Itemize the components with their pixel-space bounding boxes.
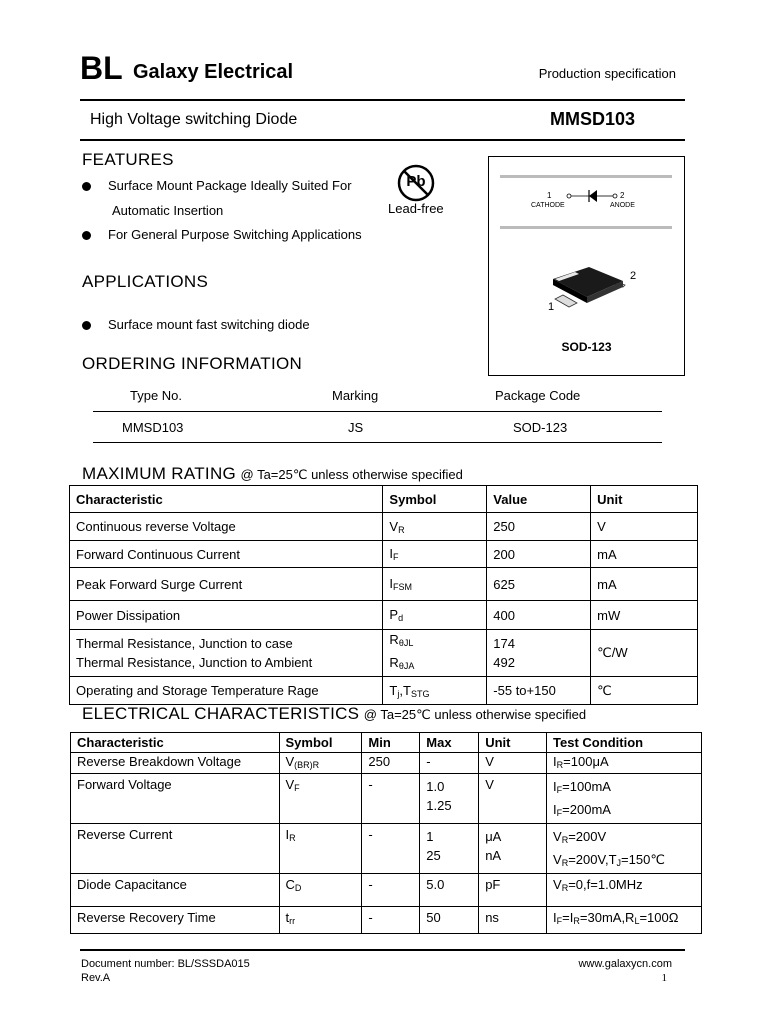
table-row <box>71 824 702 874</box>
bullet-icon <box>82 182 91 191</box>
table-header-row <box>70 486 698 513</box>
table-row <box>70 677 698 705</box>
table-row <box>71 753 702 774</box>
characteristic-cell: Diode Capacitance <box>71 874 280 907</box>
min-cell: - <box>362 774 420 824</box>
characteristic-cell: Reverse Current <box>71 824 280 874</box>
max-cell: 50 <box>420 907 479 934</box>
pin1-label: CATHODE <box>531 202 565 209</box>
application-item: Surface mount fast switching diode <box>108 317 310 332</box>
electrical-table <box>70 732 702 934</box>
brand-logo: BL <box>80 50 123 86</box>
feature-item: Surface Mount Package Ideally Suited For <box>108 178 352 193</box>
characteristic-cell: Power Dissipation <box>70 601 383 630</box>
ordering-header-marking: Marking <box>332 388 379 403</box>
min-cell: 250 <box>362 753 420 774</box>
value-cell: 250 <box>487 513 591 541</box>
table-row <box>70 630 698 677</box>
document-number: Document number: BL/SSSDA015 <box>81 958 250 970</box>
unit-cell: mW <box>591 601 698 630</box>
column-header: Test Condition <box>547 733 702 753</box>
ordering-divider <box>93 411 662 412</box>
value-cell: 400 <box>487 601 591 630</box>
page-number: 1 <box>661 972 667 984</box>
table-row <box>71 874 702 907</box>
symbol-cell: $V_{(BR)R}$ <box>279 753 362 774</box>
column-header: Symbol <box>279 733 362 753</box>
unit-cell: ns <box>479 907 547 934</box>
sod123-package-drawing <box>549 257 637 312</box>
column-header: Characteristic <box>70 486 383 513</box>
unit-cell: V <box>591 513 698 541</box>
unit-cell: V <box>479 753 547 774</box>
revision: Rev.A <box>81 972 111 984</box>
ordering-header-package: Package Code <box>495 388 581 403</box>
ordering-package-value: SOD-123 <box>513 420 568 435</box>
min-cell: - <box>362 824 420 874</box>
elec-heading <box>82 704 586 724</box>
test-condition-cell: $V_R=200V$ $V_R=200V,T_J=150℃$ <box>547 824 702 874</box>
panel-top-rule <box>500 175 672 178</box>
min-cell: - <box>362 874 420 907</box>
ordering-header-type: Type No. <box>130 388 183 403</box>
lead-free-label: Lead-free <box>388 201 444 216</box>
unit-cell: ℃/W <box>591 630 698 677</box>
panel-mid-rule <box>500 226 672 229</box>
characteristic-cell: Reverse Recovery Time <box>71 907 280 934</box>
ordering-bottom-rule <box>93 442 662 443</box>
ordering-title: ORDERING INFORMATION <box>82 354 303 373</box>
value-cell: 174 492 <box>487 630 591 677</box>
test-condition-cell: $I_F=100mA$ $I_F=200mA$ <box>547 774 702 824</box>
unit-cell: V <box>479 774 547 824</box>
value-cell: 625 <box>487 568 591 601</box>
pin2-number: 2 <box>620 191 625 200</box>
characteristic-cell: Peak Forward Surge Current <box>70 568 383 601</box>
table-row <box>70 541 698 568</box>
test-condition-cell: $V_R=0,f=1.0MHz$ <box>547 874 702 907</box>
unit-cell: mA <box>591 568 698 601</box>
subtitle-divider <box>80 139 685 141</box>
characteristic-cell: Forward Voltage <box>71 774 280 824</box>
characteristic-cell: Operating and Storage Temperature Rage <box>70 677 383 705</box>
pin2-label: ANODE <box>610 202 635 209</box>
elec-title: ELECTRICAL CHARACTERISTICS <box>82 704 360 723</box>
characteristic-cell: Forward Continuous Current <box>70 541 383 568</box>
column-header: Min <box>362 733 420 753</box>
bullet-icon <box>82 231 91 240</box>
characteristic-cell: Reverse Breakdown Voltage <box>71 753 280 774</box>
lead-free-logo-text: Pb <box>406 173 426 190</box>
website-link[interactable]: www.galaxycn.com <box>578 958 672 970</box>
table-row <box>71 907 702 934</box>
footer-divider <box>80 949 685 951</box>
package-pin1-label: 1 <box>548 301 555 313</box>
table-row <box>70 601 698 630</box>
max-cell: 5.0 <box>420 874 479 907</box>
symbol-cell: $T_j,T_{STG}$ <box>383 677 487 705</box>
lead-free-icon <box>396 163 436 203</box>
symbol-cell: $V_R$ <box>383 513 487 541</box>
value-cell: 200 <box>487 541 591 568</box>
unit-cell: mA <box>591 541 698 568</box>
min-cell: - <box>362 907 420 934</box>
characteristic-cell: Thermal Resistance, Junction to case Thermal Resistance, Junction to Ambient <box>70 630 383 677</box>
symbol-cell: $I_F$ <box>383 541 487 568</box>
max-rating-title: MAXIMUM RATING <box>82 464 237 483</box>
max-rating-condition: @ Ta=25℃ unless otherwise specified <box>240 467 463 482</box>
part-number: MMSD103 <box>550 109 636 129</box>
pin1-number: 1 <box>547 191 552 200</box>
test-condition-cell: $I_F=I_R=30mA,R_L=100\Omega$ <box>547 907 702 934</box>
table-row <box>70 568 698 601</box>
elec-condition: @ Ta=25℃ unless otherwise specified <box>363 707 587 722</box>
column-header: Unit <box>591 486 698 513</box>
test-condition-cell: $I_R=100\mu A$ <box>547 753 702 774</box>
feature-item-continuation: Automatic Insertion <box>112 203 224 218</box>
product-subtitle: High Voltage switching Diode <box>90 111 298 128</box>
max-cell: 1.0 1.25 <box>420 774 479 824</box>
package-pin2-label: 2 <box>630 270 637 282</box>
max-cell: 1 25 <box>420 824 479 874</box>
header-divider <box>80 99 685 101</box>
bullet-icon <box>82 321 91 330</box>
characteristic-cell: Continuous reverse Voltage <box>70 513 383 541</box>
features-title: FEATURES <box>82 150 174 169</box>
unit-cell: pF <box>479 874 547 907</box>
unit-cell: μA nA <box>479 824 547 874</box>
document-type: Production specification <box>538 66 676 81</box>
symbol-cell: $R_{\theta JL}$ $R_{\theta JA}$ <box>383 630 487 677</box>
max-rating-heading <box>82 464 463 484</box>
symbol-cell: $C_D$ <box>279 874 362 907</box>
package-name: SOD-123 <box>561 340 612 354</box>
column-header: Value <box>487 486 591 513</box>
symbol-cell: $V_F$ <box>279 774 362 824</box>
column-header: Characteristic <box>71 733 280 753</box>
table-header-row <box>71 733 702 753</box>
symbol-cell: $I_{FSM}$ <box>383 568 487 601</box>
company-name: Galaxy Electrical <box>133 61 294 83</box>
symbol-cell: $t_{rr}$ <box>279 907 362 934</box>
applications-title: APPLICATIONS <box>82 272 209 291</box>
symbol-cell: $P_d$ <box>383 601 487 630</box>
max-rating-table <box>69 485 698 705</box>
column-header: Symbol <box>383 486 487 513</box>
symbol-cell: $I_R$ <box>279 824 362 874</box>
ordering-type-value: MMSD103 <box>122 420 184 435</box>
unit-cell: ℃ <box>591 677 698 705</box>
column-header: Max <box>420 733 479 753</box>
table-row <box>70 513 698 541</box>
max-cell: - <box>420 753 479 774</box>
table-row <box>71 774 702 824</box>
package-panel <box>488 156 685 376</box>
ordering-marking-value: JS <box>348 420 364 435</box>
feature-item: For General Purpose Switching Applications <box>108 227 362 242</box>
value-cell: -55 to+150 <box>487 677 591 705</box>
column-header: Unit <box>479 733 547 753</box>
